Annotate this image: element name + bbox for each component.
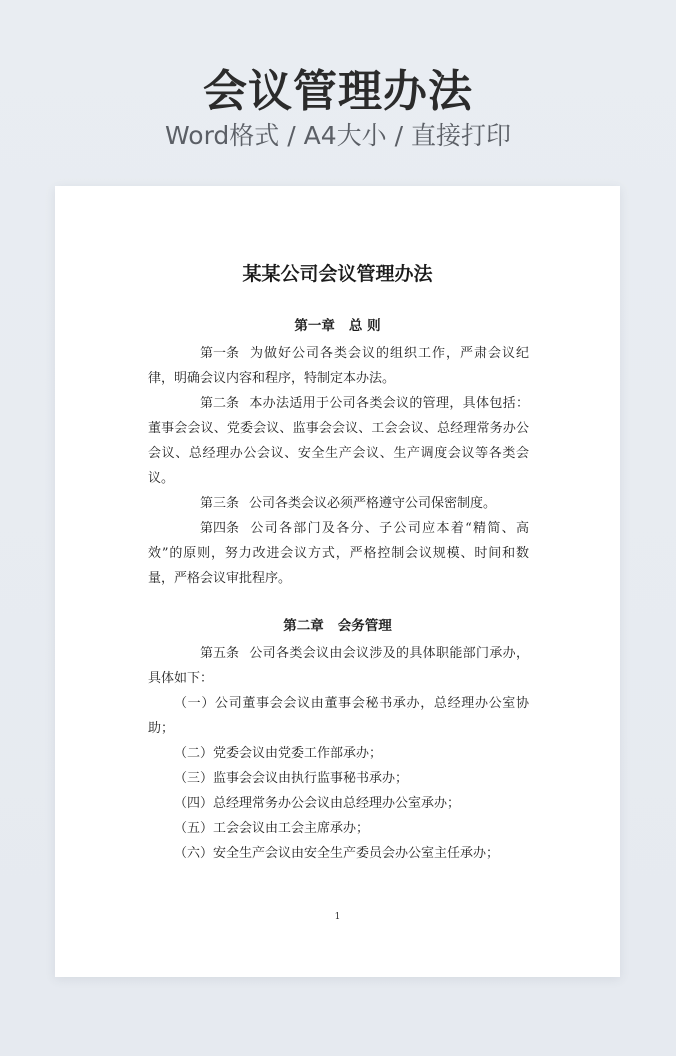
article-label: 第二条	[200, 396, 240, 411]
article-text: 公司各部门及各分、子公司应本着“精简、高效”的原则，努力改进会议方式，严格控制会议规模、时间和数量，严格会议审批程序。	[148, 521, 529, 586]
chapter-prefix: 第一章	[294, 318, 335, 334]
chapter-name: 会务管理	[337, 618, 392, 634]
article-label: 第五条	[200, 646, 240, 661]
chapter-prefix: 第二章	[283, 618, 324, 634]
article-text: 公司各类会议由会议涉及的具体职能部门承办，具体如下：	[148, 646, 529, 686]
article-paragraph	[148, 341, 529, 391]
list-item-text: （三）监事会会议由执行监事秘书承办；	[174, 771, 409, 786]
list-item-text: （四）总经理常务办公会议由总经理办公室承办；	[174, 796, 461, 811]
list-item	[148, 841, 529, 866]
list-item-text: （六）安全生产会议由安全生产委员会办公室主任承办；	[174, 846, 500, 861]
article-label: 第一条	[200, 346, 240, 361]
list-item-text: （五）工会会议由工会主席承办；	[174, 821, 370, 836]
list-item	[148, 691, 529, 741]
chapter-heading-2	[55, 616, 620, 636]
article-label: 第四条	[200, 521, 240, 536]
article-paragraph	[148, 491, 529, 516]
article-paragraph	[148, 516, 529, 591]
list-item	[148, 766, 529, 791]
page-number: 1	[334, 912, 341, 922]
list-item-text: （一）公司董事会会议由董事会秘书承办，总经理办公室协助；	[148, 696, 529, 736]
article-text: 本办法适用于公司各类会议的管理，具体包括：董事会会议、党委会议、监事会会议、工会会议、总经理常务办公会议、总经理办公会议、安全生产会议、生产调度会议等各类会议。	[148, 396, 529, 486]
chapter-name: 总 则	[348, 318, 381, 334]
document-title: 某某公司会议管理办法	[242, 263, 433, 285]
article-paragraph	[148, 391, 529, 491]
article-paragraph	[148, 641, 529, 691]
list-item	[148, 816, 529, 841]
list-item	[148, 791, 529, 816]
list-item	[148, 741, 529, 766]
banner-title: 会议管理办法	[203, 66, 473, 117]
chapter-1-body	[148, 341, 529, 591]
banner-subtitle: Word格式 / A4大小 / 直接打印	[165, 121, 511, 150]
chapter-heading-1	[55, 316, 620, 336]
article-text: 公司各类会议必须严格遵守公司保密制度。	[249, 496, 497, 511]
chapter-2-body	[148, 641, 529, 866]
article-label: 第三条	[200, 496, 240, 511]
article-text: 为做好公司各类会议的组织工作，严肃会议纪律，明确会议内容和程序，特制定本办法。	[148, 346, 529, 386]
document-page	[55, 186, 620, 977]
list-item-text: （二）党委会议由党委工作部承办；	[174, 746, 383, 761]
